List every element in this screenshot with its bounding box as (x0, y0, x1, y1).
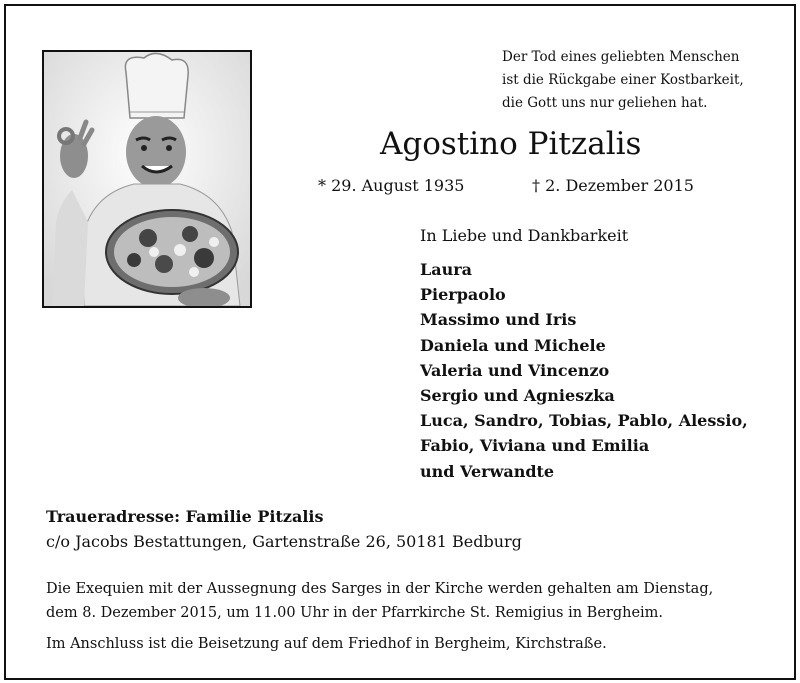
quote (502, 46, 744, 115)
mourner-name: Massimo und Iris (420, 310, 577, 330)
mourners-list (420, 257, 748, 484)
address-line: c/o Jacobs Bestattungen, Gartenstraße 26, 50181 Bedburg (46, 532, 522, 551)
mourners-intro: In Liebe und Dankbarkeit (420, 226, 629, 245)
service-info (46, 577, 713, 625)
service-line: dem 8. Dezember 2015, um 11.00 Uhr in der Pfarrkirche St. Remigius in Bergheim. (46, 605, 664, 621)
quote-line: Der Tod eines geliebten Menschen (502, 49, 740, 65)
mourner-name: Laura (420, 260, 473, 279)
quote-line: ist die Rückgabe einer Kostbarkeit, (502, 72, 744, 88)
mourner-name: Pierpaolo (420, 285, 506, 305)
mourner-name: Valeria und Vincenzo (420, 360, 610, 380)
chef-with-pizza-illustration (44, 52, 250, 306)
birth-date: * 29. August 1935 (318, 176, 465, 195)
portrait-photo (42, 50, 252, 308)
death-date: † 2. Dezember 2015 (532, 176, 694, 195)
mourner-name: Fabio, Viviana und Emilia (420, 436, 650, 456)
mourner-name: und Verwandte (420, 461, 555, 481)
deceased-name: Agostino Pitzalis (380, 126, 642, 162)
service-line: Die Exequien mit der Aussegnung des Sarges in der Kirche werden gehalten am Dienstag, (46, 581, 714, 597)
mourner-name: Daniela und Michele (420, 335, 606, 355)
quote-line: die Gott uns nur geliehen hat. (502, 95, 708, 111)
mourner-name: Luca, Sandro, Tobias, Pablo, Alessio, (420, 411, 748, 431)
mourner-name: Sergio und Agnieszka (420, 386, 615, 406)
address-title: Traueradresse: Familie Pitzalis (46, 507, 324, 526)
burial-info: Im Anschluss ist die Beisetzung auf dem Friedhof in Bergheim, Kirchstraße. (46, 636, 607, 652)
